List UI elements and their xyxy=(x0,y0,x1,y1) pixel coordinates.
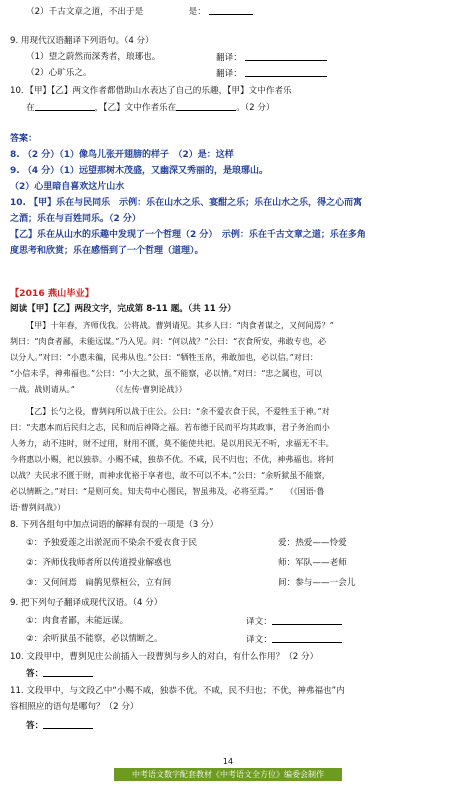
passage-line: 以战？夫民求不匮于财，而神求优裕于享者也，故不可以不本。”公曰：“余听狱虽不能察， xyxy=(10,470,330,480)
answer-blank[interactable] xyxy=(43,668,93,677)
answer-text: 10. 【甲】乐在与民同乐 示例：乐在山水之乐、宴酣之乐；乐在山水之乐，得之心而寓 xyxy=(10,198,363,208)
answer-blank[interactable] xyxy=(245,52,327,61)
passage-line: 语·曹刿问战》） xyxy=(10,502,66,512)
answer-text: 度思考和欣赏；乐在感悟到了一个哲理（道理）。 xyxy=(10,246,204,256)
footer-banner: 中考语文数字配套教材《中考语文全方位》编委会制作 xyxy=(114,768,342,781)
option-row: ③：又何间焉 扁鹊见蔡桓公，立有间 间：参与——一会儿 xyxy=(26,578,356,588)
option-row: ①：肉食者鄙，未能远谋。 译文： xyxy=(26,616,448,627)
question-heading: 9. 用现代汉语翻译下列语句。（4 分） xyxy=(10,36,154,46)
passage-line: 人务力，动不违时，财不过用，财用不匮，莫不能使共祀。是以用民无不听，求福无不丰。 xyxy=(10,438,334,448)
answer-text: 之酒；乐在与百姓同乐。（2 分） xyxy=(10,214,141,224)
passage-line: 必以情断之。”对曰：“是则可矣。知夫苟中心图民，智虽弗及，必将至焉。” （《国语·鲁 xyxy=(10,486,325,496)
answer-text: 8. （2 分）（1）像鸟儿张开翅膀的样子 （2）是：这样 xyxy=(10,150,234,160)
answer-blank[interactable] xyxy=(209,6,253,15)
answer-blank[interactable] xyxy=(272,634,342,643)
passage-line: 曰：“夫惠本而后民归之志，民和而后神降之福。若布德于民而平均其政事，君子务治而小 xyxy=(10,422,330,432)
section-title: 【2016 燕山毕业】 xyxy=(10,288,94,299)
passage-line: “小信未孚，神弗福也。”公曰：“小大之狱，虽不能察，必以情。”对曰：“忠之属也，可以 xyxy=(10,368,323,378)
passage-line: 【乙】长勺之役，曹刿问所以战于庄公。公曰：“余不爱衣食于民，不爱牲玉于神。”对 xyxy=(26,406,330,416)
option-row: ①：予独爱莲之出淤泥而不染余不爱衣食于民 爱：热爱——怜爱 xyxy=(26,538,347,548)
answer-blank[interactable] xyxy=(176,102,236,111)
answer-line: 答： xyxy=(26,720,448,732)
page-number: 14 xyxy=(222,757,234,766)
answer-text: （2）心里暗自喜欢这片山水 xyxy=(10,182,125,192)
question-heading: 10. 文段甲中，曹刿见庄公前插入一段曹刿与乡人的对白，有什么作用？（2 分） xyxy=(10,652,319,662)
question-text: 容相照应的语句是哪句？（2 分） xyxy=(10,702,139,712)
answer-blank[interactable] xyxy=(35,102,95,111)
passage-line: 今将惠以小赐，祀以独恭。小赐不咸，独恭不优。不咸，民不归也；不优，神弗福也。将何 xyxy=(10,454,334,464)
question-text: （2）千古文章之道，不出于是 是： xyxy=(26,6,448,18)
question-heading: 11. 文段甲中，与文段乙中“小赐不咸，独恭不优。不咸，民不归也；不优，神弗福也”内 xyxy=(10,686,345,696)
answer-text: 【乙】乐在从山水的乐趣中发现了一个哲理（2 分） 示例：乐在千古文章之道；乐在多角 xyxy=(10,230,366,240)
question-heading: 10．【甲】【乙】两文作者都借助山水表达了自己的乐趣，【甲】文中作者乐 xyxy=(10,86,292,96)
passage-line: 【甲】十年春，齐师伐我。公将战。曹刿请见。其乡人曰：“肉食者谋之，又何间焉？” xyxy=(26,320,334,330)
question-text: （2）心旷乐之。 翻译： xyxy=(26,68,448,79)
answer-heading: 答案： xyxy=(10,134,38,144)
question-heading: 9. 把下列句子翻译成现代汉语。（4 分） xyxy=(10,598,163,608)
question-text: （1）望之蔚然而深秀者，琅琊也。 翻译： xyxy=(26,52,448,63)
passage-line: 一战。战则请从。” （《左传·曹刿论战》） xyxy=(10,384,187,394)
answer-blank[interactable] xyxy=(245,68,327,77)
answer-text: 9. （4 分）（1）远望那树木茂盛，又幽深又秀丽的，是琅琊山。 xyxy=(10,166,268,176)
option-row: ②：齐师伐我师者所以传道授业解惑也 师：军队——老师 xyxy=(26,558,347,568)
passage-line: 刿曰：“肉食者鄙，未能远谋。”乃入见。问：“何以战？”公曰：“衣食所安，弗敢专也，必 xyxy=(10,336,327,346)
question-text: 在 ，【乙】文中作者乐在 。（2 分） xyxy=(26,103,275,113)
option-row: ②：余听狱虽不能察，必以情断之。 译文： xyxy=(26,634,448,645)
answer-blank[interactable] xyxy=(43,720,93,729)
question-heading: 8. 下列各组句中加点词语的解释有误的一项是（3 分） xyxy=(10,520,219,530)
section-intro: 阅读【甲】【乙】两段文字，完成第 8-11 题。（共 11 分） xyxy=(10,304,236,314)
answer-line: 答： xyxy=(26,668,448,680)
answer-blank[interactable] xyxy=(272,616,342,625)
passage-line: 以分人。”对曰：“小惠未徧，民弗从也。”公曰：“牺牲玉帛，弗敢加也，必以信。”对曰： xyxy=(10,352,319,362)
